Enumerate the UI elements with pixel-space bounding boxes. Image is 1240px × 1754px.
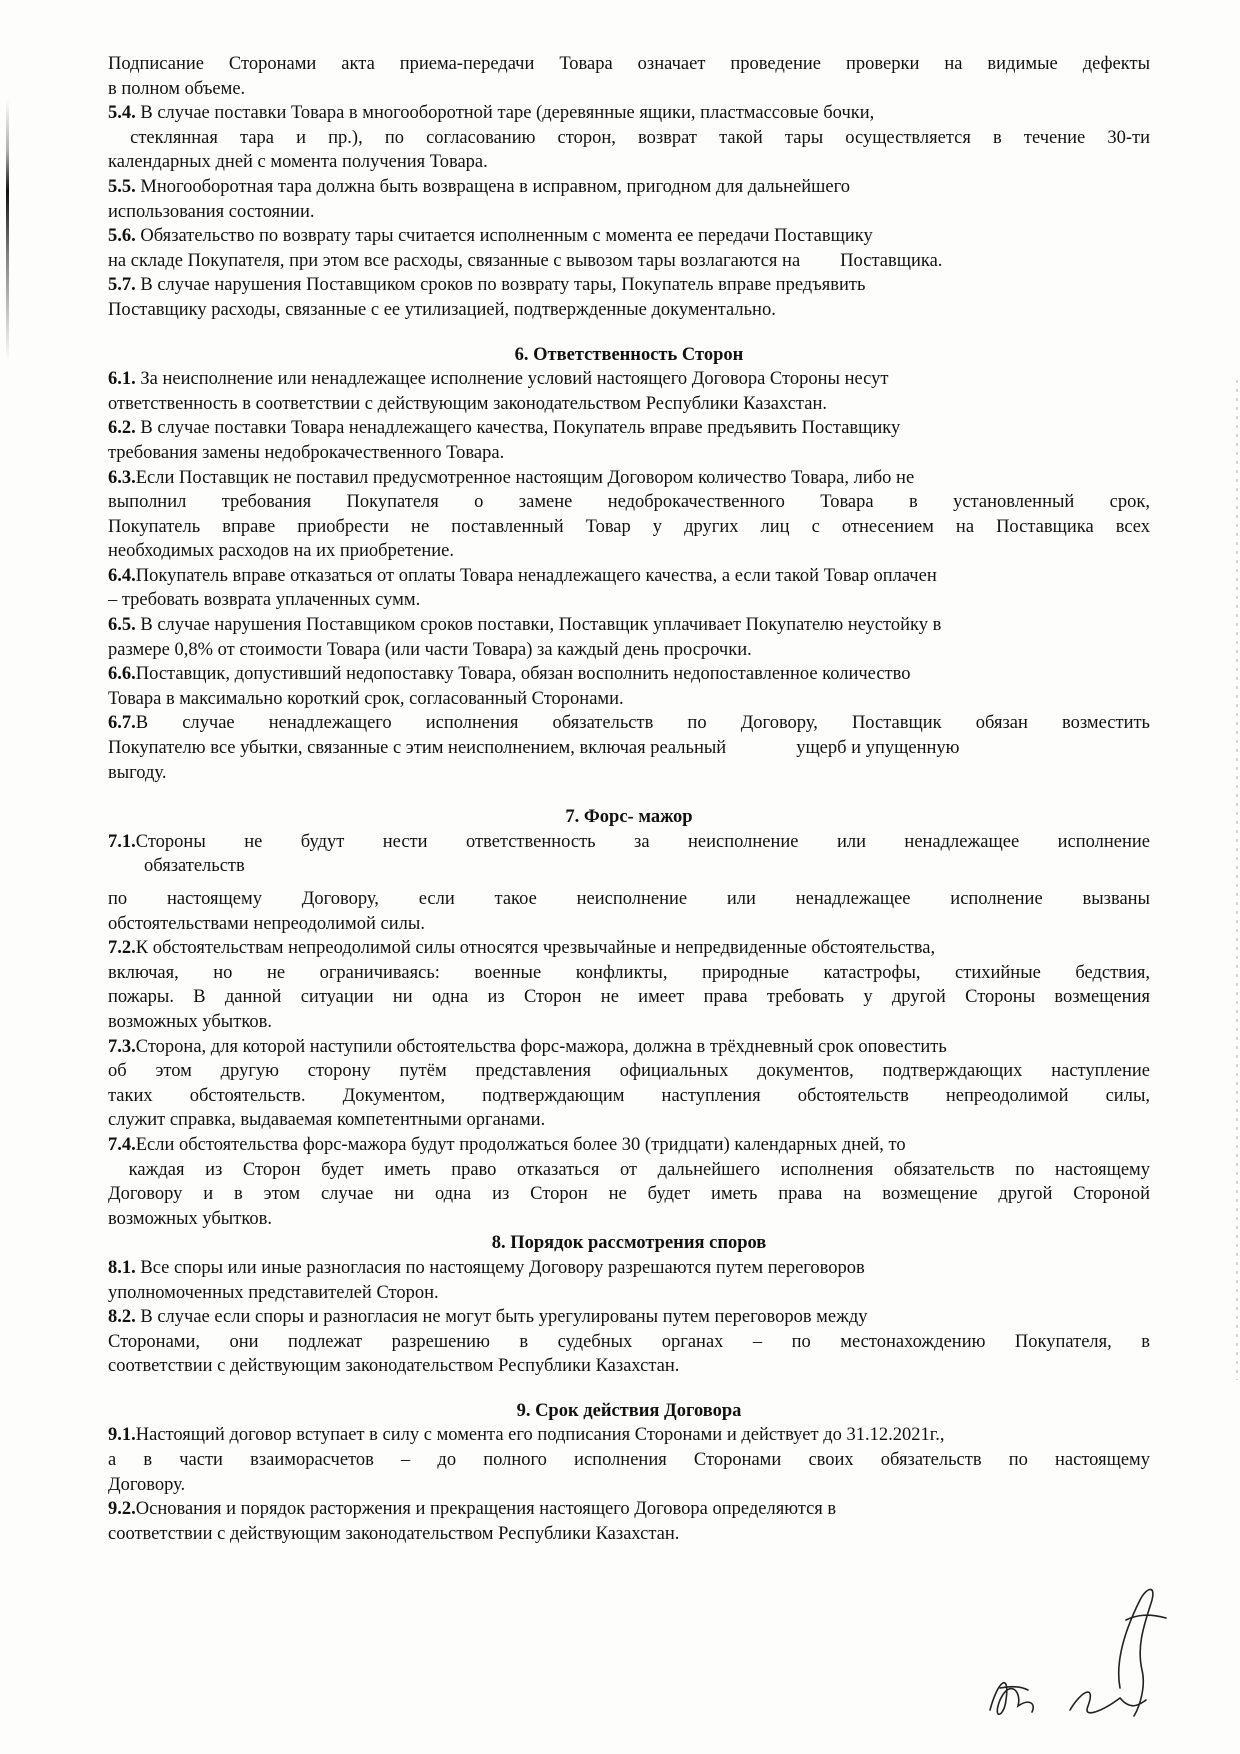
clause-number: 6.3.	[108, 467, 136, 488]
section-heading-8: 8. Порядок рассмотрения споров	[491, 1233, 767, 1254]
paragraph-line: – требовать возврата уплаченных сумм.	[108, 590, 421, 611]
paragraph-line: соответствии с действующим законодательством Республики Казахстан.	[108, 1523, 680, 1544]
clause-6-2: 6.2. В случае поставки Товара ненадлежащего качества, Покупатель вправе предъявить Поставщику	[108, 418, 901, 439]
paragraph-line: календарных дней с момента получения Товара.	[108, 152, 488, 173]
clause-number: 9.2.	[108, 1499, 136, 1520]
paragraph-line: таких обстоятельств. Документом, подтверждающим наступления обстоятельств непреодолимой силы,	[108, 1085, 1150, 1106]
section-heading-7: 7. Форс- мажор	[565, 807, 693, 828]
clause-6-7: 6.7.В случае ненадлежащего исполнения обязательств по Договору, Поставщик обязан возместить	[108, 713, 1150, 734]
clause-number: 6.5.	[108, 615, 136, 636]
paragraph-line: обязательств	[144, 856, 245, 877]
paragraph-line: ответственность в соответствии с действующим законодательством Республики Казахстан.	[108, 393, 827, 414]
clause-number: 5.6.	[108, 226, 136, 247]
clause-number: 9.1.	[108, 1425, 136, 1446]
paragraph-line: выгоду.	[108, 762, 167, 783]
clause-number: 6.1.	[108, 369, 136, 390]
paragraph-line: Договору.	[108, 1474, 186, 1495]
paragraph-line: на складе Покупателя, при этом все расходы, связанные с вывозом тары возлагаются на Поставщика.	[108, 250, 943, 271]
clause-7-4: 7.4.Если обстоятельства форс-мажора будут продолжаться более 30 (тридцати) календарных дней, то	[108, 1134, 906, 1155]
clause-number: 6.7.	[108, 713, 136, 734]
paragraph-line: пожары. В данной ситуации ни одна из Сторон не имеет права требовать у другой Стороны возмещения	[108, 987, 1150, 1008]
paragraph-line: в полном объеме.	[108, 78, 246, 99]
section-heading-9: 9. Срок действия Договора	[516, 1400, 742, 1421]
clause-5-7: 5.7. В случае нарушения Поставщиком сроков по возврату тары, Покупатель вправе предъявить	[108, 275, 866, 296]
clause-number: 7.4.	[108, 1134, 136, 1155]
paragraph-line: выполнил требования Покупателя о замене недоброкачественного Товара в установленный срок,	[108, 492, 1150, 513]
clause-9-1: 9.1.Настоящий договор вступает в силу с момента его подписания Сторонами и действует до 31.12.2021г.,	[108, 1425, 945, 1446]
paragraph-line: Товара в максимально короткий срок, согласованный Сторонами.	[108, 688, 624, 709]
clause-number: 7.2.	[108, 938, 136, 959]
clause-8-2: 8.2. В случае если споры и разногласия не могут быть урегулированы путем переговоров между	[108, 1307, 868, 1328]
paragraph-line: Покупателю все убытки, связанные с этим неисполнением, включая реальный ущерб и упущенную	[108, 738, 960, 759]
paragraph-line: возможных убытков.	[108, 1011, 272, 1032]
paragraph-line: использования состоянии.	[108, 201, 315, 222]
paragraph-line: уполномоченных представителей Сторон.	[108, 1282, 439, 1303]
clause-6-4: 6.4.Покупатель вправе отказаться от оплаты Товара ненадлежащего качества, а если такой Товар оплачен	[108, 565, 937, 586]
paragraph-line: возможных убытков.	[108, 1208, 272, 1229]
paragraph-line: необходимых расходов на их приобретение.	[108, 541, 454, 562]
clause-7-3: 7.3.Сторона, для которой наступили обстоятельства форс-мажора, должна в трёхдневный срок оповестить	[108, 1036, 947, 1057]
clause-number: 7.1.	[108, 831, 136, 852]
clause-5-4: 5.4. В случае поставки Товара в многооборотной таре (деревянные ящики, пластмассовые бочки,	[108, 103, 875, 124]
paragraph-line: стеклянная тара и пр.), по согласованию сторон, возврат такой тары осуществляется в течение 30-ти	[130, 127, 1150, 148]
clause-8-1: 8.1. Все споры или иные разногласия по настоящему Договору разрешаются путем переговоров	[108, 1257, 865, 1278]
paragraph-line: Сторонами, они подлежат разрешению в судебных органах – по местонахождению Покупателя, в	[108, 1331, 1150, 1352]
clause-5-6: 5.6. Обязательство по возврату тары считается исполненным с момента ее передачи Поставщику	[108, 226, 873, 247]
paragraph-line: обстоятельствами непреодолимой силы.	[108, 913, 425, 934]
clause-7-1: 7.1.Стороны не будут нести ответственность за неисполнение или ненадлежащее исполнение	[108, 831, 1150, 852]
paragraph-line: Поставщику расходы, связанные с ее утилизацией, подтвержденные документально.	[108, 299, 776, 320]
clause-number: 7.3.	[108, 1036, 136, 1057]
clause-number: 5.4.	[108, 103, 136, 124]
paragraph-line: Покупатель вправе приобрести не поставленный Товар у других лиц с отнесением на Поставщика всех	[108, 516, 1150, 537]
clause-6-5: 6.5. В случае нарушения Поставщиком сроков поставки, Поставщик уплачивает Покупателю неустойку в	[108, 615, 942, 636]
clause-number: 6.4.	[108, 565, 136, 586]
clause-6-1: 6.1. За неисполнение или ненадлежащее исполнение условий настоящего Договора Стороны несут	[108, 369, 889, 390]
clause-6-3: 6.3.Если Поставщик не поставил предусмотренное настоящим Договором количество Товара, либо не	[108, 467, 915, 488]
paragraph-line: служит справка, выдаваемая компетентными органами.	[108, 1110, 546, 1131]
paragraph-line: соответствии с действующим законодательством Республики Казахстан.	[108, 1356, 680, 1377]
clause-number: 6.2.	[108, 418, 136, 439]
paragraph-line: Договору и в этом случае ни одна из Сторон не будет иметь права на возмещение другой Стороной	[108, 1184, 1150, 1205]
clause-number: 6.6.	[108, 664, 136, 685]
clause-number: 8.1.	[108, 1257, 136, 1278]
clause-7-2: 7.2.К обстоятельствам непреодолимой силы относятся чрезвычайные и непредвиденные обстоятельства,	[108, 938, 936, 959]
clause-6-6: 6.6.Поставщик, допустивший недопоставку Товара, обязан восполнить недопоставленное количество	[108, 664, 911, 685]
paragraph-line: а в части взаиморасчетов – до полного исполнения Сторонами своих обязательств по настоящему	[108, 1450, 1150, 1471]
paragraph-line: каждая из Сторон будет иметь право отказаться от дальнейшего исполнения обязательств по настоящему	[128, 1159, 1150, 1180]
section-heading-6: 6. Ответственность Сторон	[514, 344, 744, 365]
paragraph-line: Подписание Сторонами акта приема-передачи Товара означает проведение проверки на видимые дефекты	[108, 54, 1150, 74]
contract-page	[108, 52, 1150, 1546]
scan-edge-artifact	[6, 100, 9, 360]
paragraph-line: размере 0,8% от стоимости Товара (или части Товара) за каждый день просрочки.	[108, 639, 752, 660]
paragraph-line: по настоящему Договору, если такое неисполнение или ненадлежащее исполнение вызваны	[108, 889, 1150, 909]
clause-9-2: 9.2.Основания и порядок расторжения и прекращения настоящего Договора определяются в	[108, 1499, 837, 1520]
paragraph-line: об этом другую сторону путём представления официальных документов, подтверждающих наступление	[108, 1061, 1150, 1082]
clause-5-5: 5.5. Многооборотная тара должна быть возвращена в исправном, пригодном для дальнейшего	[108, 176, 851, 197]
clause-number: 8.2.	[108, 1307, 136, 1328]
paragraph-line: требования замены недоброкачественного Товара.	[108, 442, 505, 463]
handwritten-signatures	[970, 1560, 1180, 1730]
clause-number: 5.5.	[108, 176, 136, 197]
paragraph-line: включая, но не ограничиваясь: военные конфликты, природные катастрофы, стихийные бедствия,	[108, 962, 1150, 983]
clause-number: 5.7.	[108, 275, 136, 296]
scan-edge-artifact-right	[1236, 380, 1238, 1380]
